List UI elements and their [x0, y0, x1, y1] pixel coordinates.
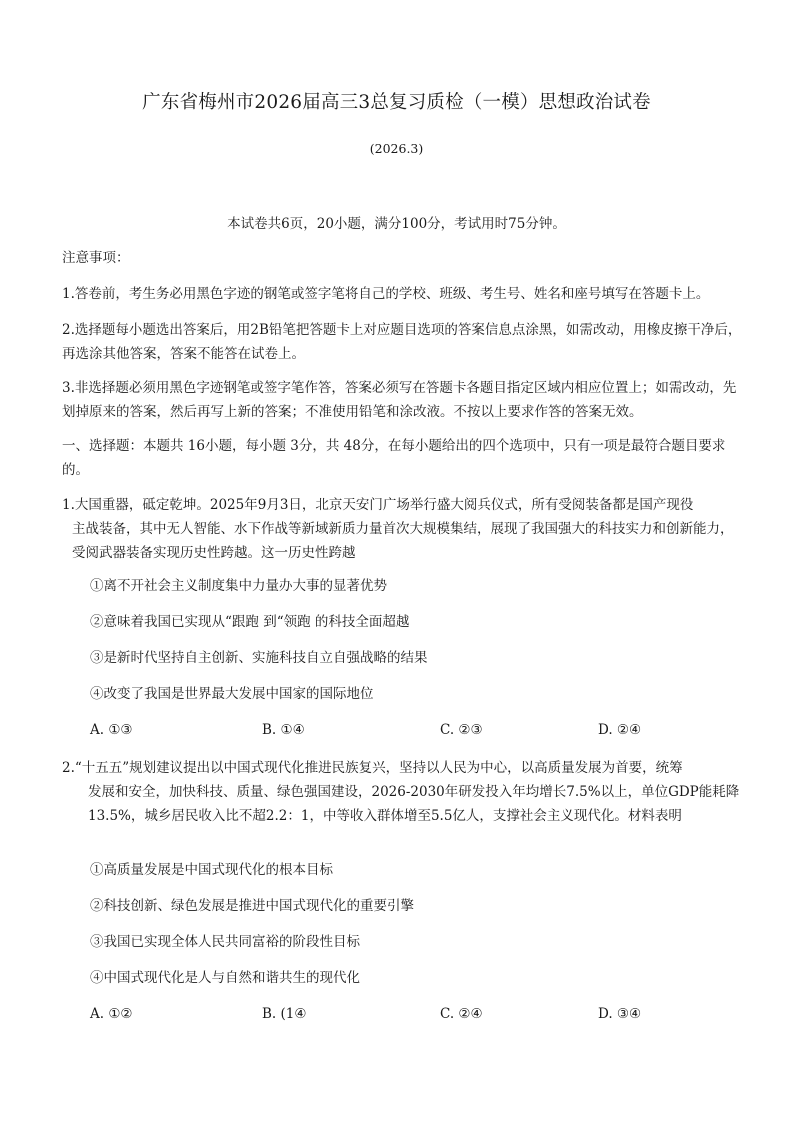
question-1-choice-a: A. ①③ — [90, 722, 133, 738]
notice-item-3: 3.非选择题必须用黑色字迹钢笔或签字笔作答，答案必须写在答题卡各题目指定区域内相应位置上；如需改动，先划掉原来的答案，然后再写上新的答案；不准使用铅笔和涂改液。不按以上要求作答的答案无效。 — [62, 380, 737, 420]
question-2-choice-c: C. ②④ — [440, 1006, 483, 1022]
question-1-stem-rest: 主战装备，其中无人智能、水下作战等新域新质力量首次大规模集结，展现了我国强大的科技实力和创新能力，受阅武器装备实现历史性跨越。这一历史性跨越 — [72, 521, 734, 561]
section-heading: 一、选择题：本题共 16小题，每小题 3分，共 48分，在每小题给出的四个选项中，只有一项是最符合题目要求的。 — [62, 438, 726, 478]
question-2-choice-a: A. ①② — [90, 1006, 133, 1022]
question-2-stem-rest: 发展和安全，加快科技、质量、绿色强国建设，2026-2030年研发投入年均增长7.5%以上，单位GDP能耗降13.5%，城乡居民收入比不超2.2：1，中等收入群体增至5.5亿人，支撑社会主义现代化。材料表明 — [88, 784, 740, 824]
notice-item-2: 2.选择题每小题选出答案后，用2B铅笔把答题卡上对应题目选项的答案信息点涂黑，如需改动，用橡皮擦干净后，再选涂其他答案，答案不能答在试卷上。 — [62, 322, 742, 362]
question-2-stem — [62, 756, 742, 828]
exam-title: 广东省梅州市2026届高三3总复习质检（一模）思想政治试卷 — [142, 92, 651, 113]
notice-item-1: 1.答卷前，考生务必用黑色字迹的钢笔或签字笔将自己的学校、班级、考生号、姓名和座号填写在答题卡上。 — [62, 286, 710, 302]
question-1-option-1: ①离不开社会主义制度集中力量办大事的显著优势 — [90, 578, 387, 594]
question-1-stem — [62, 493, 742, 565]
question-2-choice-b: B. (1④ — [262, 1006, 307, 1022]
question-1-option-2: ②意味着我国已实现从“跟跑 到“领跑 的科技全面超越 — [90, 614, 410, 630]
question-1-stem-line1: 1.大国重器，砥定乾坤。2025年9月3日，北京天安门广场举行盛大阅兵仪式，所有受阅装备都是国产现役 — [62, 497, 694, 513]
question-1-option-4: ④改变了我国是世界最大发展中国家的国际地位 — [90, 686, 374, 702]
notice-heading: 注意事项： — [62, 250, 130, 266]
question-2-stem-line1: 2.“十五五”规划建议提出以中国式现代化推进民族复兴，坚持以人民为中心，以高质量发展为首要，统筹 — [62, 760, 683, 776]
question-1-choice-b: B. ①④ — [262, 722, 305, 738]
exam-date: (2026.3) — [369, 141, 424, 156]
question-2-option-2: ②科技创新、绿色发展是推进中国式现代化的重要引擎 — [90, 898, 414, 914]
question-2-choice-d: D. ③④ — [598, 1006, 642, 1022]
question-2-option-3: ③我国已实现全体人民共同富裕的阶段性目标 — [90, 934, 360, 950]
question-1-choice-d: D. ②④ — [598, 722, 642, 738]
question-1-option-3: ③是新时代坚持自主创新、实施科技自立自强战略的结果 — [90, 650, 428, 666]
exam-intro: 本试卷共6页，20小题，满分100分，考试用时75分钟。 — [227, 216, 566, 232]
question-2-option-4: ④中国式现代化是人与自然和谐共生的现代化 — [90, 970, 360, 986]
question-1-choice-c: C. ②③ — [440, 722, 483, 738]
question-2-option-1: ①高质量发展是中国式现代化的根本目标 — [90, 862, 333, 878]
